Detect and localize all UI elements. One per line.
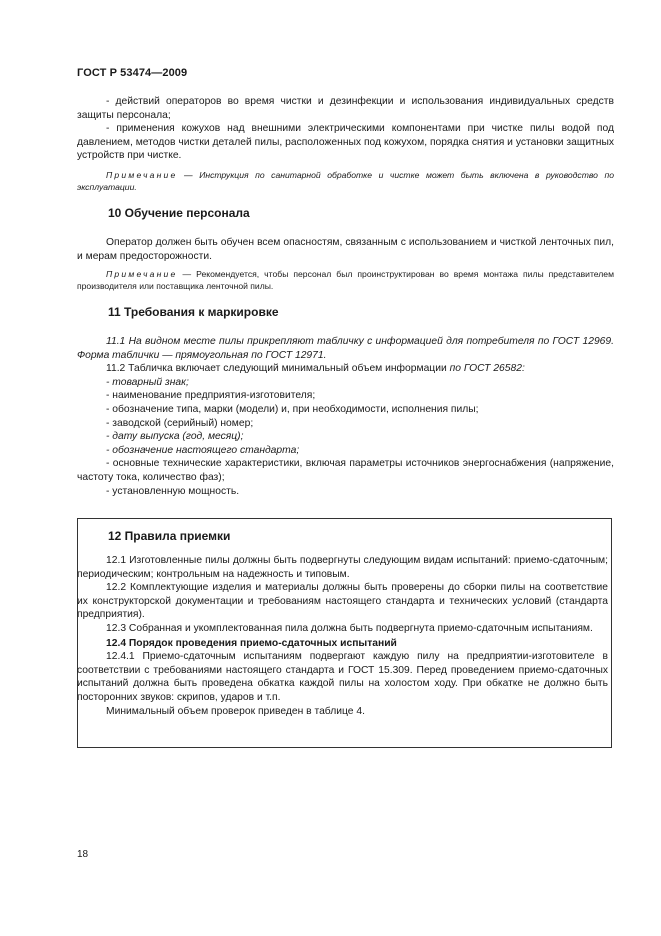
paragraph: Оператор должен быть обучен всем опасностям, связанным с использованием и чисткой ленточных пил, и мерам предосторожности. [77,237,614,262]
note-label: Примечание [106,269,178,280]
section-12-body [77,554,608,718]
intro-block [77,95,614,193]
list-item: - установленную мощность. [106,485,240,497]
note-label: Примечание [106,169,178,180]
section-11-title: 11 Требования к маркировке [108,305,279,319]
section-10-title: 10 Обучение персонала [108,206,250,220]
paragraph: Минимальный объем проверок приведен в таблице 4. [106,705,365,717]
list-item: - обозначение типа, марки (модели) и, при необходимости, исполнения пилы; [106,403,479,415]
paragraph: 12.1 Изготовленные пилы должны быть подвергнуты следующим видам испытаний: приемо-сдаточным; периодическим; контрольным на надежность и типовым. [77,555,608,580]
list-item: - наименование предприятия-изготовителя; [106,390,316,402]
note-text: — Инструкция по санитарной обработке и чистке может быть включена в руководство по эксплуатации. [77,169,614,192]
paragraph-text: 11.2 Табличка включает следующий минимальный объем информации [106,363,450,375]
note [77,169,614,193]
note-text: — Рекомендуется, чтобы персонал был проинструктирован во время монтажа пилы представителем производителя или поставщика ленточной пилы. [77,269,614,292]
paragraph: 12.3 Собранная и укомплектованная пила должна быть подвергнута приемо-сдаточным испытаниям. [106,622,593,634]
paragraph-ref: по ГОСТ 26582: [449,363,525,375]
paragraph: 12.2 Комплектующие изделия и материалы должны быть проверены до сборки пилы на соответствие их конструкторской документации и требованиям настоящего стандарта и технических условий (стандарта предприятия). [77,582,608,621]
paragraph: - применения кожухов над внешними электрическими компонентами при чистке пилы водой под давлением, методов чистки деталей пилы, расположенных под кожухом, порядка снятия и установки защитных устройств при чистке. [77,123,614,162]
paragraph [77,362,614,376]
paragraph: - действий операторов во время чистки и дезинфекции и использования индивидуальных средств защиты персонала; [77,96,614,121]
list-item: - заводской (серийный) номер; [106,417,254,429]
paragraph: 12.4.1 Приемо-сдаточным испытаниям подвергают каждую пилу на предприятии-изготовителе в соответствии с требованиями настоящего стандарта и ГОСТ 15.309. Перед проведением приемо-сдаточных испытаний должна быть проведена обкатка каждой пилы на холостом ходу. При обкатке не должно быть посторонних звуков: скрипов, ударов и т.п. [77,651,608,703]
list-item: - основные технические характеристики, включая параметры источников энергоснабжения (напряжение, частоту тока, количество фаз); [77,458,614,483]
document-header: ГОСТ Р 53474—2009 [77,67,188,79]
section-10-body [77,236,614,292]
list-item: - товарный знак; [106,376,189,388]
list-item: - дату выпуска (год, месяц); [106,431,244,443]
page-number: 18 [77,849,89,860]
section-12-title: 12 Правила приемки [108,529,231,543]
subsection-title: 12.4 Порядок проведения приемо-сдаточных испытаний [106,637,397,649]
list-item: - обозначение настоящего стандарта; [106,444,300,456]
note [77,268,614,292]
section-11-body [77,335,614,498]
paragraph: 11.1 На видном месте пилы прикрепляют табличку с информацией для потребителя по ГОСТ 12969. Форма таблички — прямоугольная по ГОСТ 12971. [77,336,614,361]
